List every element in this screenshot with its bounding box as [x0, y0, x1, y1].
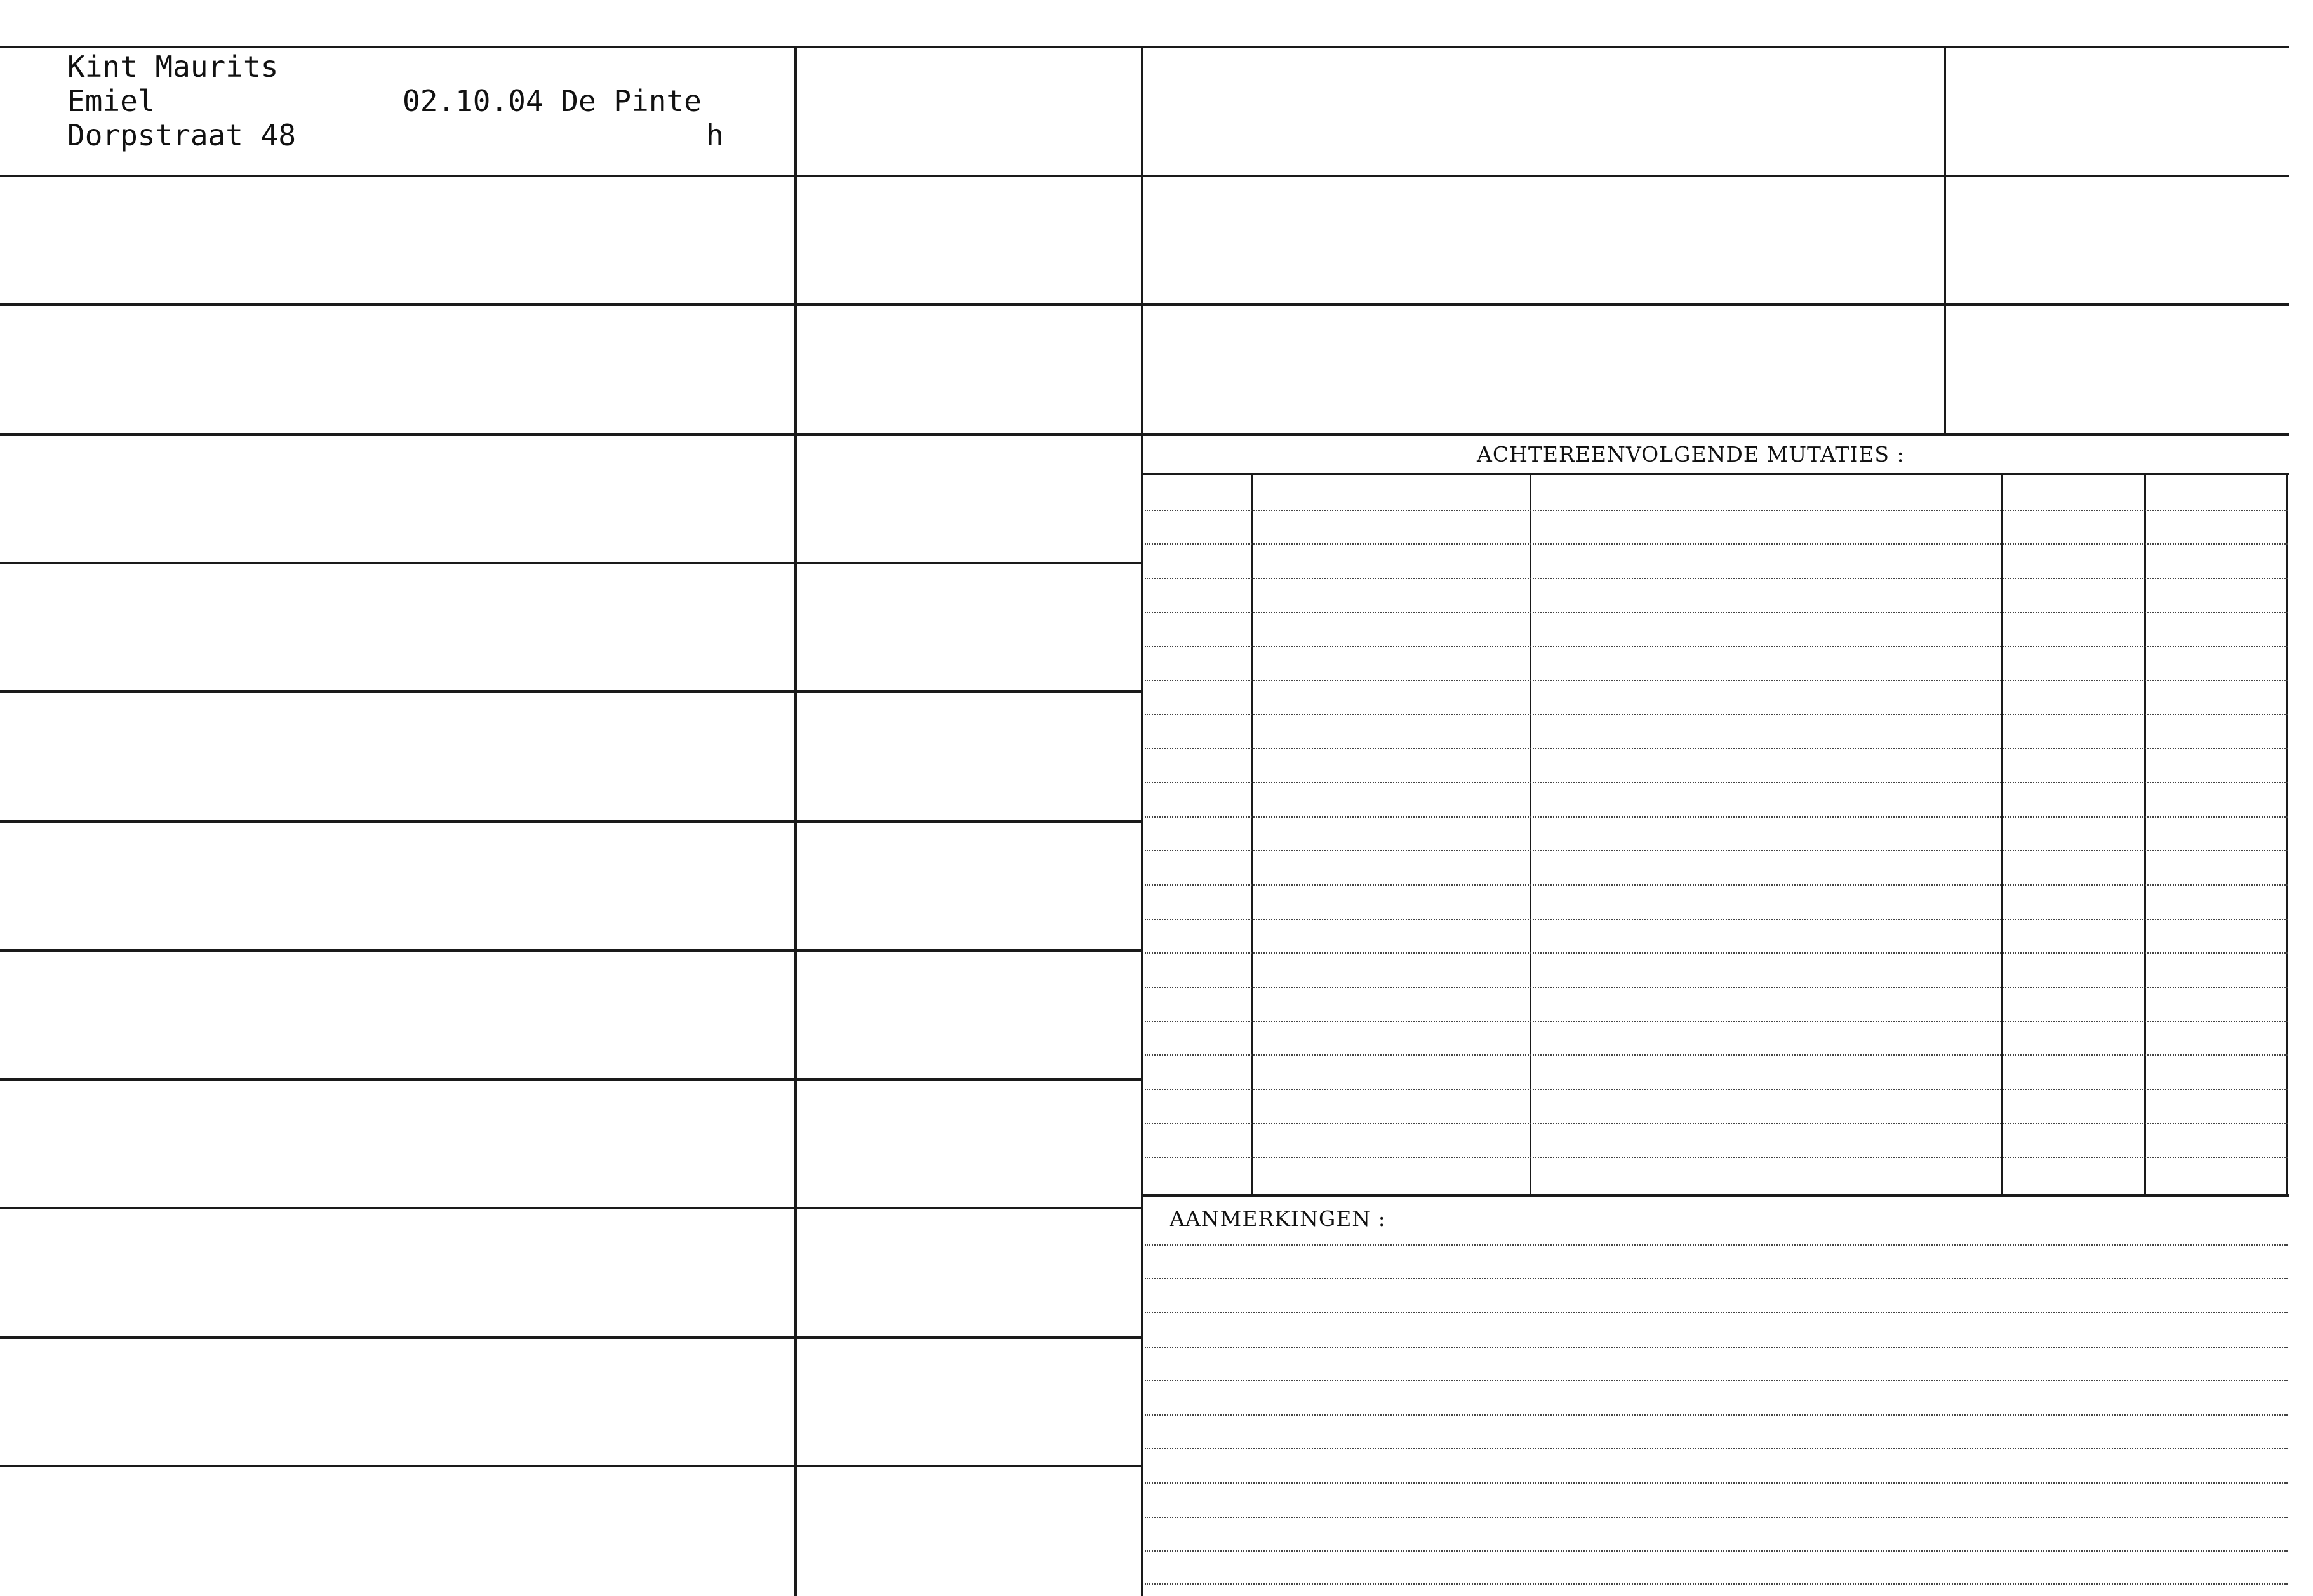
- mutation-line: [1145, 748, 2288, 749]
- mutations-heading: ACHTEREENVOLGENDE MUTATIES :: [1477, 442, 1905, 467]
- given-name: Emiel: [67, 84, 156, 118]
- address: Dorpstraat 48: [67, 118, 297, 152]
- mutation-line: [1145, 1123, 2288, 1124]
- mutation-line: [1145, 714, 2288, 715]
- remarks-line: [1145, 1448, 2288, 1449]
- mutations-column-divider: [2001, 475, 2003, 1194]
- remarks-line: [1145, 1278, 2288, 1279]
- mutation-line: [1145, 646, 2288, 647]
- row-rule: [0, 690, 1142, 693]
- mutations-column-divider: [2144, 475, 2146, 1194]
- mutation-line: [1145, 952, 2288, 954]
- mutation-line: [1145, 884, 2288, 886]
- column-divider-3: [1944, 47, 1946, 433]
- remarks-line: [1145, 1482, 2288, 1484]
- mark-letter: h: [706, 118, 724, 152]
- remarks-line: [1145, 1550, 2288, 1552]
- mutation-line: [1145, 1054, 2288, 1056]
- mutation-line: [1145, 782, 2288, 783]
- row-rule: [0, 175, 2289, 177]
- remarks-line: [1145, 1312, 2288, 1313]
- remarks-line: [1145, 1583, 2288, 1585]
- remarks-heading: AANMERKINGEN :: [1170, 1206, 1386, 1231]
- remarks-line: [1145, 1517, 2288, 1518]
- row-rule: [0, 1465, 1142, 1467]
- mutations-table-top: [1142, 473, 2289, 475]
- mutation-line: [1145, 1089, 2288, 1090]
- row-rule: [0, 433, 2289, 436]
- birth-date-place: 02.10.04 De Pinte: [403, 84, 702, 118]
- remarks-line: [1145, 1244, 2288, 1246]
- mutation-line: [1145, 1021, 2288, 1022]
- remarks-line: [1145, 1380, 2288, 1381]
- mutation-line: [1145, 578, 2288, 579]
- mutations-column-divider: [1530, 475, 1531, 1194]
- row-rule: [0, 949, 1142, 952]
- mutations-table-bottom: [1142, 1194, 2289, 1197]
- mutations-column-divider: [2286, 475, 2288, 1194]
- mutation-line: [1145, 816, 2288, 818]
- mutation-line: [1145, 987, 2288, 988]
- surname-first-name: Kint Maurits: [67, 50, 279, 84]
- mutation-line: [1145, 543, 2288, 545]
- mutation-line: [1145, 850, 2288, 851]
- mutation-line: [1145, 919, 2288, 920]
- row-rule: [0, 1078, 1142, 1081]
- row-rule: [0, 562, 1142, 564]
- mutation-line: [1145, 680, 2288, 681]
- row-rule: [0, 1336, 1142, 1339]
- row-rule: [0, 303, 2289, 306]
- row-rule: [0, 820, 1142, 823]
- mutation-line: [1145, 1157, 2288, 1158]
- mutation-line: [1145, 612, 2288, 613]
- mutation-line: [1145, 510, 2288, 511]
- row-rule: [0, 1207, 1142, 1209]
- mutations-column-divider: [1251, 475, 1253, 1194]
- remarks-line: [1145, 1414, 2288, 1416]
- remarks-line: [1145, 1347, 2288, 1348]
